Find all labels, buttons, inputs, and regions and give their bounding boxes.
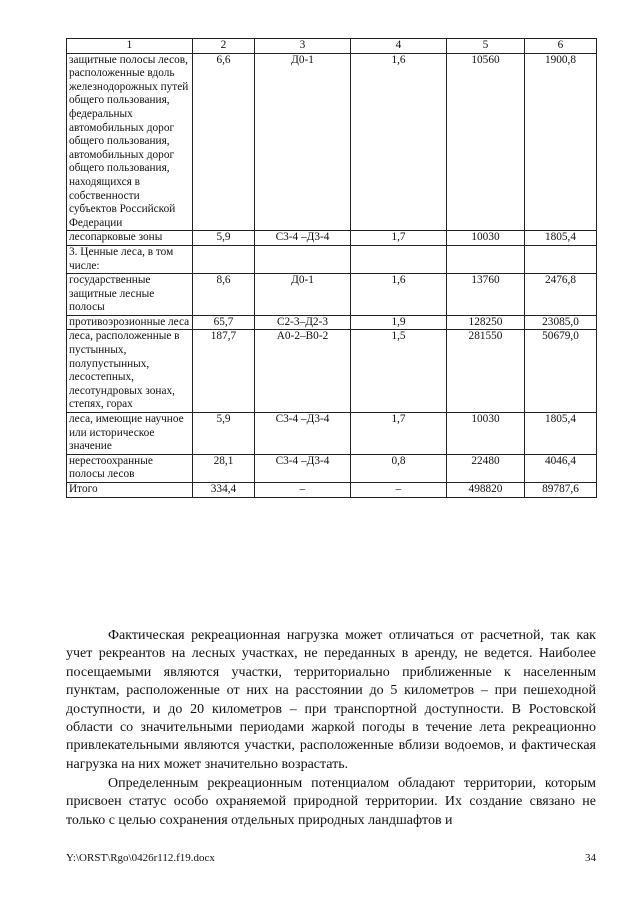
table-header-row bbox=[67, 39, 597, 54]
value-cell: 1,9 bbox=[351, 315, 447, 330]
body-paragraph-2: Определенным рекреационным потенциалом обладают территории, которым присвоен статус особо охраняемой природной территории. Их создание связано не только с целью сохранения отдельных природных ландшафтов и bbox=[66, 776, 596, 828]
value-cell: 1,7 bbox=[351, 231, 447, 246]
value-cell: С3-4 –Д3-4 bbox=[255, 231, 351, 246]
value-cell: 65,7 bbox=[193, 315, 255, 330]
value-cell: 281550 bbox=[447, 330, 525, 413]
value-cell: Д0-1 bbox=[255, 53, 351, 231]
table-row bbox=[67, 330, 597, 413]
value-cell: 23085,0 bbox=[525, 315, 597, 330]
value-cell: 22480 bbox=[447, 454, 525, 482]
forest-category-cell: лесопарковые зоны bbox=[67, 231, 193, 246]
value-cell: 6,6 bbox=[193, 53, 255, 231]
table-row bbox=[67, 245, 597, 273]
forest-category-cell: государственные защитные лесные полосы bbox=[67, 274, 193, 316]
value-cell: 1,7 bbox=[351, 413, 447, 455]
forest-category-cell: леса, имеющие научное или историческое значение bbox=[67, 413, 193, 455]
column-number-6: 6 bbox=[525, 39, 597, 54]
value-cell: – bbox=[255, 483, 351, 498]
value-cell: 498820 bbox=[447, 483, 525, 498]
value-cell: 1,5 bbox=[351, 330, 447, 413]
value-cell: 1,6 bbox=[351, 53, 447, 231]
table-row bbox=[67, 274, 597, 316]
value-cell: 1805,4 bbox=[525, 413, 597, 455]
value-cell bbox=[525, 245, 597, 273]
column-number-1: 1 bbox=[67, 39, 193, 54]
table-row bbox=[67, 53, 597, 231]
value-cell: 10030 bbox=[447, 231, 525, 246]
forest-category-cell: противоэрозионные леса bbox=[67, 315, 193, 330]
value-cell: А0-2–В0-2 bbox=[255, 330, 351, 413]
value-cell: 8,6 bbox=[193, 274, 255, 316]
value-cell: 50679,0 bbox=[525, 330, 597, 413]
value-cell bbox=[193, 245, 255, 273]
value-cell: 10030 bbox=[447, 413, 525, 455]
forest-category-cell: Итого bbox=[67, 483, 193, 498]
value-cell: 128250 bbox=[447, 315, 525, 330]
value-cell: 1805,4 bbox=[525, 231, 597, 246]
column-number-2: 2 bbox=[193, 39, 255, 54]
value-cell: 13760 bbox=[447, 274, 525, 316]
value-cell: 0,8 bbox=[351, 454, 447, 482]
value-cell bbox=[255, 245, 351, 273]
value-cell: 1900,8 bbox=[525, 53, 597, 231]
forest-category-cell: 3. Ценные леса, в том числе: bbox=[67, 245, 193, 273]
table-row bbox=[67, 231, 597, 246]
value-cell: 4046,4 bbox=[525, 454, 597, 482]
column-number-4: 4 bbox=[351, 39, 447, 54]
forest-category-cell: леса, расположенные в пустынных, полупустынных, лесостепных, лесотундровых зонах, степях, горах bbox=[67, 330, 193, 413]
value-cell: 10560 bbox=[447, 53, 525, 231]
table-row bbox=[67, 454, 597, 482]
value-cell: 2476,8 bbox=[525, 274, 597, 316]
value-cell: 5,9 bbox=[193, 413, 255, 455]
forest-category-cell: защитные полосы лесов, расположенные вдоль железнодорожных путей общего пользования, федеральных автомобильных дорог общего пользования, автомобильных дорог общего пользования, находящихся в собственности субъектов Российской Федерации bbox=[67, 53, 193, 231]
recreation-load-table bbox=[66, 38, 597, 498]
value-cell: 89787,6 bbox=[525, 483, 597, 498]
page-number: 34 bbox=[585, 852, 596, 864]
value-cell: 28,1 bbox=[193, 454, 255, 482]
value-cell: Д0-1 bbox=[255, 274, 351, 316]
value-cell: С2-3–Д2-3 bbox=[255, 315, 351, 330]
value-cell bbox=[351, 245, 447, 273]
table-row bbox=[67, 315, 597, 330]
value-cell: – bbox=[351, 483, 447, 498]
value-cell: 5,9 bbox=[193, 231, 255, 246]
value-cell: С3-4 –Д3-4 bbox=[255, 454, 351, 482]
footer-file-path: Y:\ORST\Rgo\0426r112.f19.docx bbox=[66, 852, 215, 864]
value-cell: 187,7 bbox=[193, 330, 255, 413]
table-row bbox=[67, 413, 597, 455]
forest-category-cell: нерестоохранные полосы лесов bbox=[67, 454, 193, 482]
column-number-5: 5 bbox=[447, 39, 525, 54]
value-cell: С3-4 –Д3-4 bbox=[255, 413, 351, 455]
value-cell bbox=[447, 245, 525, 273]
body-paragraph-1: Фактическая рекреационная нагрузка может отличаться от расчетной, так как учет рекреантов на лесных участках, не переданных в аренду, не ведется. Наиболее посещаемыми являются участки, территориально приближенные к населенным пунктам, расположенные от них на расстоянии до 5 километров – при пешеходной доступности, и до 20 километров – при транспортной доступности. В Ростовской области со значительными периодами жаркой погоды в течение лета рекреационно привлекательными являются участки, расположенные вблизи водоемов, и фактическая нагрузка на них может значительно возрастать. bbox=[66, 628, 596, 772]
value-cell: 334,4 bbox=[193, 483, 255, 498]
column-number-3: 3 bbox=[255, 39, 351, 54]
value-cell: 1,6 bbox=[351, 274, 447, 316]
table-row bbox=[67, 483, 597, 498]
